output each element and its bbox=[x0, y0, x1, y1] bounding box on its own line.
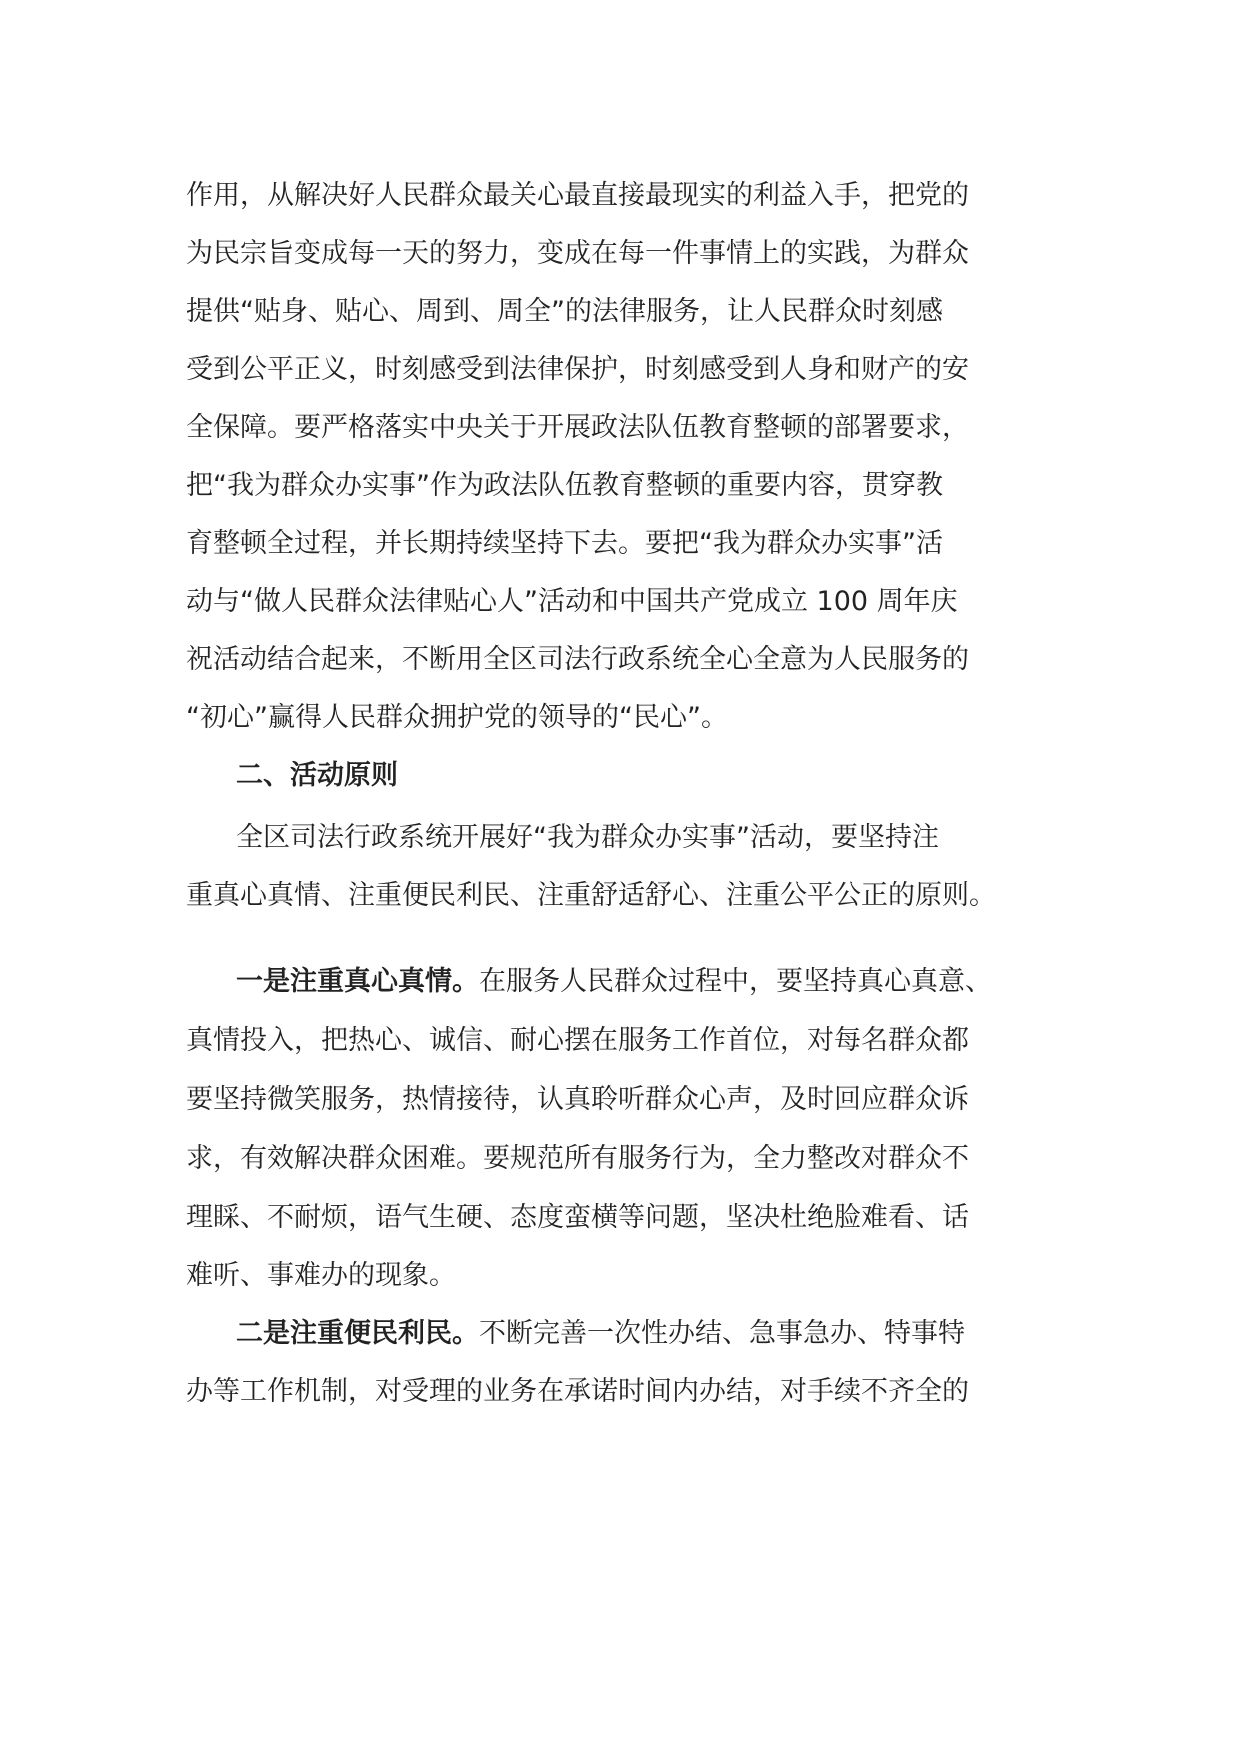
text-line: 要坚持微笑服务，热情接待，认真聆听群众心声，及时回应群众诉 bbox=[186, 1084, 969, 1115]
text-line: 为民宗旨变成每一天的努力，变成在每一件事情上的实践，为群众 bbox=[186, 238, 969, 269]
text-line bbox=[236, 962, 992, 1002]
text-line: 重真心真情、注重便民利民、注重舒适舒心、注重公平公正的原则。 bbox=[186, 880, 996, 911]
paragraph-lead: 二是注重便民利民。 bbox=[236, 1318, 479, 1349]
text-line: 作用，从解决好人民群众最关心最直接最现实的利益入手，把党的 bbox=[186, 180, 969, 211]
text-line: 难听、事难办的现象。 bbox=[186, 1260, 456, 1291]
text-line: 祝活动结合起来，不断用全区司法行政系统全心全意为人民服务的 bbox=[186, 644, 969, 675]
text-line: 育整顿全过程，并长期持续坚持下去。要把“我为群众办实事”活 bbox=[186, 528, 943, 559]
text-line: 求，有效解决群众困难。要规范所有服务行为，全力整改对群众不 bbox=[186, 1143, 969, 1174]
text-line: 办等工作机制，对受理的业务在承诺时间内办结，对手续不齐全的 bbox=[186, 1376, 969, 1407]
text-line: “初心”赢得人民群众拥护党的领导的“民心”。 bbox=[186, 702, 728, 733]
paragraph-lead: 一是注重真心真情。 bbox=[236, 966, 479, 997]
paragraph-text: 在服务人民群众过程中，要坚持真心真意、 bbox=[479, 966, 992, 997]
text-line: 真情投入，把热心、诚信、耐心摆在服务工作首位，对每名群众都 bbox=[186, 1025, 969, 1056]
paragraph-text: 不断完善一次性办结、急事急办、特事特 bbox=[479, 1318, 965, 1349]
text-line bbox=[236, 1314, 965, 1354]
text-line: 受到公平正义，时刻感受到法律保护，时刻感受到人身和财产的安 bbox=[186, 354, 969, 385]
text-line: 理睬、不耐烦，语气生硬、态度蛮横等问题，坚决杜绝脸难看、话 bbox=[186, 1202, 969, 1233]
text-line: 提供“贴身、贴心、周到、周全”的法律服务，让人民群众时刻感 bbox=[186, 296, 943, 327]
section-heading: 二、活动原则 bbox=[236, 760, 398, 791]
text-line: 全区司法行政系统开展好“我为群众办实事”活动，要坚持注 bbox=[236, 822, 939, 853]
text-line: 把“我为群众办实事”作为政法队伍教育整顿的重要内容，贯穿教 bbox=[186, 470, 943, 501]
text-line: 全保障。要严格落实中央关于开展政法队伍教育整顿的部署要求， bbox=[186, 412, 969, 443]
text-line: 动与“做人民群众法律贴心人”活动和中国共产党成立 100 周年庆 bbox=[186, 586, 958, 617]
